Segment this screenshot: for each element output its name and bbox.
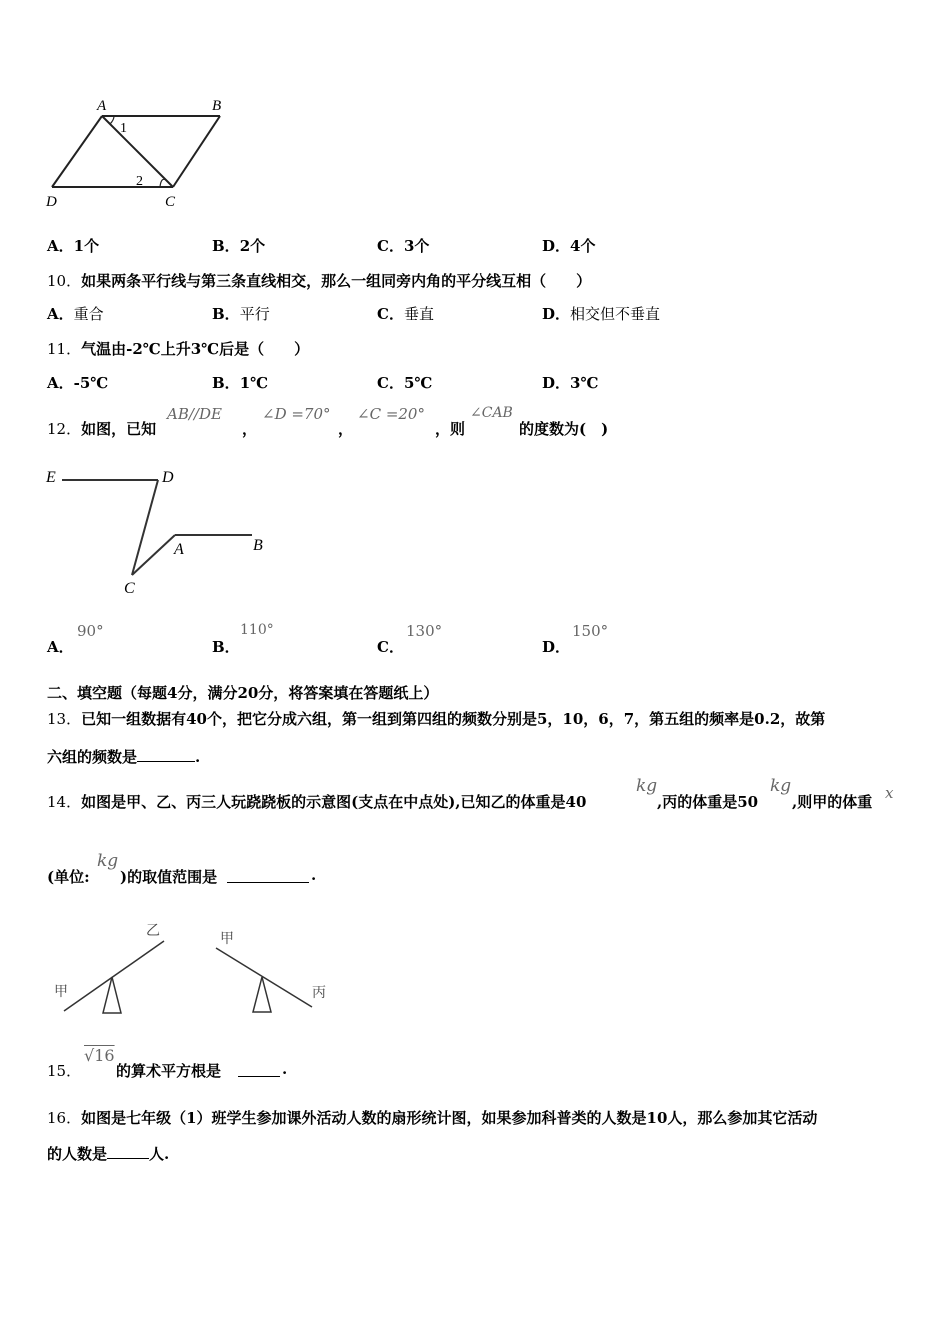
q14-var-x: x [885, 784, 894, 802]
q14-line2-a: (单位: [47, 868, 90, 886]
q12-cond-angle-d: ∠D =70° [262, 405, 331, 423]
q10-text: 如果两条平行线与第三条直线相交，那么一组同旁内角的平分线互相（ ） [81, 272, 592, 290]
line-dc [132, 480, 158, 575]
q13-answer-blank[interactable] [137, 747, 195, 762]
q11-stem [47, 338, 309, 359]
q14-unit1: kg [636, 776, 658, 796]
q12-cond-parallel: AB//DE [167, 405, 222, 423]
q12-option-a[interactable]: A． 90° [47, 622, 104, 656]
label-c: C [165, 194, 176, 210]
label-b: B [212, 98, 222, 114]
q13-line2-text: 六组的频数是 [47, 748, 138, 766]
label-angle2: 2 [136, 174, 143, 189]
seesaw-label-right-low: 丙 [312, 986, 326, 1001]
q16-number: 16． [47, 1109, 82, 1127]
seesaw-figure [40, 915, 340, 1025]
q12-cond-angle-c: ∠C =20° [357, 405, 425, 423]
q12-option-b[interactable]: B． 110° [212, 622, 274, 656]
label-a: A [97, 98, 107, 114]
q16-line1 [47, 1107, 817, 1128]
q14-answer-blank[interactable] [227, 868, 309, 883]
parallelogram-figure [40, 92, 240, 217]
q9-option-a[interactable]: A．1个 [47, 237, 100, 255]
q12-sep1: ， [242, 420, 258, 438]
q15-radical: √16 [84, 1046, 115, 1065]
q12-option-c[interactable]: C． 130° [377, 622, 443, 656]
q15-text: 的算术平方根是 [116, 1062, 222, 1080]
q9-option-b[interactable]: B．2个 [212, 237, 266, 255]
seesaw-label-left-high: 乙 [146, 924, 160, 939]
section2-title: 二、填空题（每题4分，满分20分，将答案填在答题纸上） [47, 684, 439, 702]
q14-line2-b: )的取值范围是 [120, 868, 218, 886]
q10-option-d[interactable]: D．相交但不垂直 [542, 305, 661, 323]
q16-line2 [47, 1143, 169, 1164]
q16-answer-blank[interactable] [107, 1144, 149, 1159]
q12-label-a: A [174, 541, 184, 558]
q12-suffix: 的度数为( ) [519, 420, 609, 438]
seesaw-right-fulcrum [253, 977, 271, 1012]
q14-text-c: ,则甲的体重 [792, 793, 873, 811]
q12-sep2: ， [338, 420, 354, 438]
q15-answer-blank[interactable] [238, 1062, 280, 1077]
edge-bc [173, 116, 220, 187]
q15-period: . [282, 1060, 288, 1078]
angle1-arc [110, 116, 114, 124]
seesaw-label-right-high: 甲 [220, 932, 234, 947]
q16-line2-text: 的人数是 [47, 1145, 108, 1163]
q14-period: . [311, 866, 317, 884]
q10-option-c[interactable]: C．垂直 [377, 305, 434, 323]
q11-text: 气温由-2℃上升3℃后是（ ） [81, 340, 310, 358]
q12-figure [40, 460, 280, 600]
q14-unit2: kg [770, 776, 792, 796]
q9-option-d[interactable]: D．4个 [542, 237, 596, 255]
q12-stem [47, 418, 156, 439]
q12-label-b: B [253, 537, 263, 554]
q10-stem [47, 270, 591, 291]
q10-option-b[interactable]: B．平行 [212, 305, 270, 323]
q10-option-a[interactable]: A．重合 [47, 305, 104, 323]
q16-line2-end: 人. [149, 1145, 170, 1163]
q9-option-c[interactable]: C．3个 [377, 237, 430, 255]
q11-option-b[interactable]: B．1℃ [212, 374, 269, 392]
q11-option-c[interactable]: C．5℃ [377, 374, 433, 392]
q12-label-c: C [124, 580, 135, 597]
q13-period: . [195, 748, 201, 766]
q12-number: 12． [47, 420, 82, 438]
q12-target-angle: ∠CAB [470, 405, 513, 421]
q11-number: 11． [47, 340, 82, 358]
q12-prefix: 如图，已知 [81, 420, 157, 438]
label-angle1: 1 [120, 121, 127, 136]
q16-text: 如图是七年级（1）班学生参加课外活动人数的扇形统计图，如果参加科普类的人数是10人，那么参加其它活动 [81, 1109, 818, 1127]
q10-number: 10． [47, 272, 82, 290]
q15-number: 15． [47, 1062, 82, 1080]
seesaw-label-left-low: 甲 [54, 985, 68, 1000]
edge-da [52, 116, 102, 187]
q14-line1 [47, 791, 586, 812]
q14-number: 14． [47, 793, 82, 811]
q14-unit3: kg [97, 851, 119, 871]
q12-label-e: E [46, 469, 56, 486]
q11-option-d[interactable]: D．3℃ [542, 374, 599, 392]
q13-line2 [47, 746, 200, 767]
q14-text-a: 如图是甲、乙、丙三人玩跷跷板的示意图(支点在中点处),已知乙的体重是40 [81, 793, 587, 811]
q12-label-d: D [162, 469, 174, 486]
q11-option-a[interactable]: A．-5℃ [47, 374, 109, 392]
q13-number: 13． [47, 710, 82, 728]
q12-option-d[interactable]: D． 150° [542, 622, 609, 656]
q13-line1 [47, 708, 825, 729]
q12-sep3: ，则 [435, 420, 466, 438]
label-d: D [46, 194, 57, 210]
q13-text: 已知一组数据有40个，把它分成六组，第一组到第四组的频数分别是5，10，6，7，第五组的频率是0.2，故第 [81, 710, 826, 728]
q14-text-b: ,丙的体重是50 [657, 793, 759, 811]
